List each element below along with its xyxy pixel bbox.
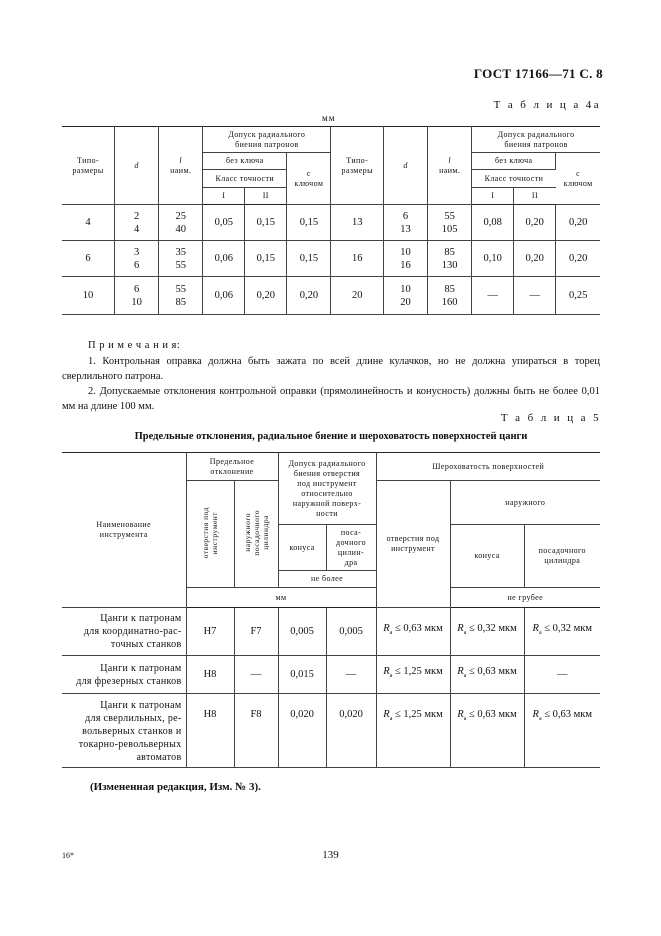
cell-ii: 0,15 (245, 205, 287, 241)
doc-reference: ГОСТ 17166—71 С. 8 (473, 66, 603, 81)
cell-tipo: 4 (62, 205, 115, 241)
cell-tipo-2: 13 (331, 205, 384, 241)
cell-i-2: — (472, 277, 514, 315)
col-bez-klyucha: без ключа (203, 153, 287, 170)
col-otv-pod-instr-text: отверстия под инструмент (201, 506, 219, 559)
col-dopusk: Допуск радиального биения патронов (203, 127, 331, 153)
col-class-i-2: I (472, 188, 514, 205)
col-l-symbol: l (179, 155, 183, 165)
table-5-label: Т а б л и ц а 5 (500, 412, 601, 424)
table-4a (62, 126, 600, 315)
cell-tipo-2: 20 (331, 277, 384, 315)
col-konusa: конуса (278, 525, 326, 571)
col-dopusk-2: Допуск радиального биения патронов (472, 127, 600, 153)
cell-r2 (450, 656, 524, 694)
cell-i-2: 0,08 (472, 205, 514, 241)
ra-symbol: R (457, 709, 464, 720)
col-l-symbol-2: l (448, 155, 451, 165)
ra-symbol: R (532, 709, 539, 720)
cell-ii-2: 0,20 (514, 205, 556, 241)
cell-d: 2 4 (115, 205, 159, 241)
cell-nar: F8 (234, 694, 278, 768)
ra-value: ≤ 0,63 мкм (544, 709, 593, 720)
table-4a-label: Т а б л и ц а 4а (493, 99, 601, 111)
ra-sub: a (463, 630, 467, 637)
col-class-i: I (203, 188, 245, 205)
col-sher-konusa: конуса (450, 525, 524, 588)
table-4a-unit: мм (322, 113, 336, 123)
cell-s: 0,15 (287, 241, 331, 277)
cell-r1 (376, 656, 450, 694)
table-row (62, 656, 600, 694)
cell-l-2: 85 130 (428, 241, 472, 277)
ra-sub: a (389, 673, 393, 680)
cell-name: Цанги к патронам для сверлильных, ре- вольверных станков и токарно-револьверных автоматов (62, 694, 186, 768)
table-row (62, 205, 600, 241)
col-sher: Шероховатость поверхностей (376, 453, 600, 481)
col-l-sub: наим. (170, 165, 192, 175)
cell-ii-2: 0,20 (514, 241, 556, 277)
table-5-caption: Предельные отклонения, радиальное биение и шероховатость поверхностей цанги (134, 431, 528, 442)
cell-d-2: 10 20 (383, 277, 427, 315)
ra-sub: a (538, 716, 542, 723)
col-l (159, 127, 203, 205)
ra-sub: a (538, 630, 542, 637)
cell-otv: Н7 (186, 608, 234, 656)
cell-l: 25 40 (159, 205, 203, 241)
note-1: 1. Контрольная оправка должна быть зажата по всей длине кулачков, но не должна упираться в торец сверлильного патрона. (62, 356, 600, 382)
ra-symbol: R (383, 623, 390, 635)
ra-value: ≤ 0,63 мкм (468, 709, 517, 720)
col-bez-klyucha-2: без ключа (472, 153, 556, 170)
cell-l: 35 55 (159, 241, 203, 277)
col-otv-pod-instr (186, 481, 234, 588)
ra-symbol: R (457, 666, 464, 678)
col-l-sub-2: наим. (439, 165, 461, 175)
cell-i-2: 0,10 (472, 241, 514, 277)
ra-value: ≤ 1,25 мкм (394, 709, 443, 720)
cell-pos: 0,005 (326, 608, 376, 656)
cell-s: 0,20 (287, 277, 331, 315)
col-sher-naruzh: наружного (450, 481, 600, 525)
col-s-klyuchom: с ключом (287, 153, 331, 205)
col-d: d (115, 127, 159, 205)
col-tipo: Типо- размеры (62, 127, 115, 205)
cell-otv: Н8 (186, 656, 234, 694)
ra-symbol: R (532, 623, 539, 635)
cell-kon: 0,020 (278, 694, 326, 768)
table-row (62, 608, 600, 656)
unit-mm: мм (186, 588, 376, 608)
cell-name: Цанги к патронам для фрезерных станков (62, 656, 186, 694)
cell-r3 (524, 694, 600, 768)
col-klass: Класс точности (203, 170, 287, 188)
ra-value: ≤ 0,63 мкм (394, 623, 443, 635)
cell-nar: — (234, 656, 278, 694)
cell-r2 (450, 694, 524, 768)
notes-title: П р и м е ч а н и я: (88, 340, 181, 351)
col-posad: поса- дочного цилин- дра (326, 525, 376, 571)
cell-d: 3 6 (115, 241, 159, 277)
cell-i: 0,06 (203, 277, 245, 315)
cell-tipo-2: 16 (331, 241, 384, 277)
ra-sub: a (463, 716, 467, 723)
cell-ii: 0,15 (245, 241, 287, 277)
cell-s-2: 0,20 (556, 205, 600, 241)
cell-s: 0,15 (287, 205, 331, 241)
table-row (62, 694, 600, 768)
note-2: 2. Допускаемые отклонения контрольной оправки (прямолинейность и конусность) должны быть не более 0,01 мм на длине 100 мм. (62, 386, 600, 412)
col-ne-bolee: не более (278, 571, 376, 588)
cell-kon: 0,015 (278, 656, 326, 694)
col-nar-pos-cil (234, 481, 278, 588)
page-number: 139 (322, 849, 339, 861)
ra-value: ≤ 0,32 мкм (468, 623, 517, 635)
ra-sub: a (389, 716, 393, 723)
cell-s-2: 0,25 (556, 277, 600, 315)
cell-l: 55 85 (159, 277, 203, 315)
ra-value: ≤ 0,63 мкм (468, 666, 517, 678)
ra-value: ≤ 1,25 мкм (394, 666, 443, 678)
col-sher-otv: отверстия под инструмент (376, 481, 450, 608)
ra-sub: a (463, 673, 467, 680)
cell-name: Цанги к патронам для координатно-рас- точных станков (62, 608, 186, 656)
cell-kon: 0,005 (278, 608, 326, 656)
cell-d: 6 10 (115, 277, 159, 315)
cell-tipo: 6 (62, 241, 115, 277)
ra-symbol: R (383, 666, 390, 678)
col-tipo-2: Типо- размеры (331, 127, 384, 205)
table-row (62, 241, 600, 277)
cell-l-2: 55 105 (428, 205, 472, 241)
col-dopusk-bieniya: Допуск радиального биения отверстия под инструмент относительно наружной поверх- ности (278, 453, 376, 525)
cell-r2 (450, 608, 524, 656)
col-l-2 (428, 127, 472, 205)
cell-s-2: 0,20 (556, 241, 600, 277)
col-pred-otkl: Предельное отклонение (186, 453, 278, 481)
cell-ii-2: — (514, 277, 556, 315)
cell-otv: Н8 (186, 694, 234, 768)
cell-d-2: 10 16 (383, 241, 427, 277)
cell-r3: — (524, 656, 600, 694)
signature-mark: 16* (62, 851, 74, 860)
col-s-klyuchom-2: с ключом (556, 153, 600, 205)
ra-sub: a (389, 630, 393, 637)
col-nar-pos-cil-text: наружного посадочного цилиндра (242, 509, 270, 556)
col-class-ii-2: II (514, 188, 556, 205)
col-d-2: d (383, 127, 427, 205)
cell-r1 (376, 608, 450, 656)
col-klass-2: Класс точности (472, 170, 556, 188)
cell-i: 0,06 (203, 241, 245, 277)
col-class-ii: II (245, 188, 287, 205)
cell-r3 (524, 608, 600, 656)
col-sher-posad-cil: посадочного цилиндра (524, 525, 600, 588)
ra-symbol: R (457, 623, 464, 635)
col-naim: Наименование инструмента (62, 453, 186, 608)
cell-r1 (376, 694, 450, 768)
table-row (62, 277, 600, 315)
cell-nar: F7 (234, 608, 278, 656)
unit-ne-grubee: не грубее (450, 588, 600, 608)
cell-pos: 0,020 (326, 694, 376, 768)
change-note: (Измененная редакция, Изм. № 3). (90, 781, 261, 793)
cell-i: 0,05 (203, 205, 245, 241)
cell-d-2: 6 13 (383, 205, 427, 241)
cell-pos: — (326, 656, 376, 694)
cell-ii: 0,20 (245, 277, 287, 315)
ra-value: ≤ 0,32 мкм (544, 623, 593, 635)
table-5 (62, 452, 600, 768)
ra-symbol: R (383, 709, 390, 720)
cell-tipo: 10 (62, 277, 115, 315)
cell-l-2: 85 160 (428, 277, 472, 315)
